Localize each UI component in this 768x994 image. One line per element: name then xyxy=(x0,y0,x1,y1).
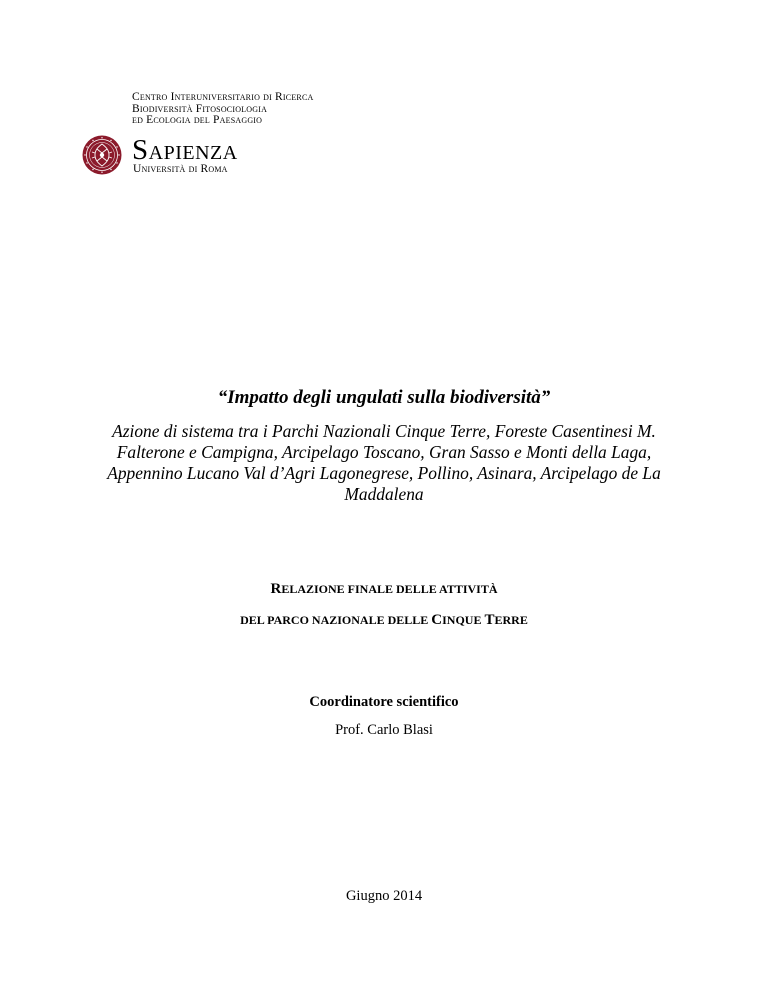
institution-header xyxy=(82,92,342,182)
sapienza-seal-icon xyxy=(82,135,122,175)
research-centre-line-2: Biodiversità Fitosociologia xyxy=(132,102,268,115)
research-centre-line-3: ed Ecologia del Paesaggio xyxy=(132,114,263,127)
report-heading-line-1 xyxy=(0,581,768,597)
report-heading-line-1-rest: ELAZIONE FINALE DELLE ATTIVITÀ xyxy=(281,582,498,596)
research-centre-line-1: Centro Interuniversitario di Ricerca xyxy=(132,91,314,103)
report-heading-line-1-capital: R xyxy=(270,581,282,597)
university-name: Sapienza xyxy=(132,134,238,166)
university-subtitle: Università di Roma xyxy=(133,163,228,175)
report-heading-line-2-pre: DEL PARCO NAZIONALE DELLE xyxy=(240,613,432,627)
research-centre-name xyxy=(132,92,313,127)
report-heading-line-2-end: ERRE xyxy=(494,613,528,627)
document-date: Giugno 2014 xyxy=(345,888,423,904)
document-title: “Impatto degli ungulati sulla biodiversità” xyxy=(217,387,551,408)
document-subtitle: Azione di sistema tra i Parchi Nazionali Cinque Terre, Foreste Casentinesi M. Falterone e Campigna, Arcipelago Toscano, Gran Sasso e Monti della Laga, Appennino Lucano Val d’Agri Lagonegrese, Pollino, Asinara, Arcipelago de La Maddalena xyxy=(107,421,661,504)
report-heading-line-2-capital-t: T xyxy=(484,612,495,628)
report-heading-line-2 xyxy=(0,612,768,628)
coordinator-label: Coordinatore scientifico xyxy=(309,694,459,710)
coordinator-name: Prof. Carlo Blasi xyxy=(335,722,433,738)
report-heading-line-2-capital-c: C xyxy=(431,612,443,628)
report-heading-line-2-mid: INQUE xyxy=(442,613,485,627)
